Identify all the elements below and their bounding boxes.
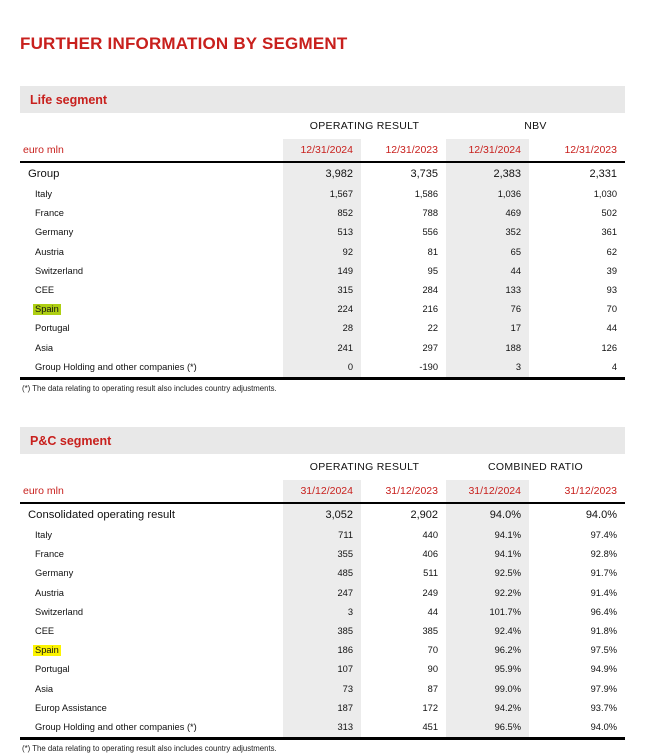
cell-value: 99.0% <box>446 680 529 699</box>
life-segment-bar <box>20 86 625 113</box>
cell-value: 96.2% <box>446 641 529 660</box>
cell-value: 81 <box>427 246 438 257</box>
cell-value: 3,735 <box>410 168 438 180</box>
table-row <box>20 622 625 641</box>
date-header: 31/12/2024 <box>446 480 529 503</box>
table-row <box>20 243 625 262</box>
cell-value: 70 <box>606 304 617 315</box>
cell-value: 469 <box>446 204 529 223</box>
cell-value: 92.5% <box>446 564 529 583</box>
table-row <box>20 300 625 319</box>
life-date-header-row <box>20 139 625 162</box>
table-row <box>20 641 625 660</box>
pnc-date-header-row <box>20 480 625 503</box>
row-label: Italy <box>35 189 53 199</box>
life-table <box>20 113 625 380</box>
row-label: Austria <box>35 246 64 257</box>
life-segment-heading: Life segment <box>30 92 108 107</box>
cell-value: 22 <box>427 323 438 334</box>
table-row <box>20 281 625 300</box>
cell-value: 1,036 <box>446 185 529 204</box>
cell-value: 94.1% <box>446 526 529 545</box>
table-row <box>20 185 625 204</box>
row-label: Spain <box>35 645 59 656</box>
row-label: France <box>35 549 64 560</box>
table-row <box>20 262 625 281</box>
cell-value: 91.4% <box>590 587 618 598</box>
pnc-country-rows <box>20 526 625 739</box>
cell-value: 94.2% <box>446 699 529 718</box>
cell-value: 93.7% <box>590 702 618 713</box>
row-label: Asia <box>35 683 54 694</box>
row-label: Austria <box>35 587 64 598</box>
cell-value: 90 <box>427 664 438 675</box>
table-row <box>20 223 625 242</box>
date-header: 31/12/2024 <box>283 480 361 503</box>
cell-value: 73 <box>283 680 361 699</box>
cell-value: 1,586 <box>414 189 438 199</box>
cell-value: 93 <box>606 285 617 296</box>
date-header: 12/31/2023 <box>529 139 625 162</box>
cell-value: 852 <box>283 204 361 223</box>
row-label: Europ Assistance <box>35 702 107 713</box>
cell-value: 3,982 <box>283 162 361 185</box>
cell-value: 406 <box>422 549 438 560</box>
cell-value: 62 <box>606 246 617 257</box>
table-row <box>20 545 625 564</box>
cell-value: 97.4% <box>590 530 618 541</box>
row-label: France <box>35 208 64 219</box>
table-row <box>20 699 625 718</box>
cell-value: 65 <box>446 243 529 262</box>
cell-value: 513 <box>283 223 361 242</box>
unit-label: euro mln <box>20 139 283 162</box>
row-label: Group Holding and other companies (*) <box>35 722 197 733</box>
cell-value: 485 <box>283 564 361 583</box>
cell-value: 17 <box>446 319 529 338</box>
row-label: Italy <box>35 530 53 541</box>
pnc-footnote: (*) The data relating to operating result also includes country adjustments. <box>22 744 277 753</box>
cell-value: 355 <box>283 545 361 564</box>
cell-value: 188 <box>446 339 529 358</box>
row-label: Germany <box>35 568 74 579</box>
row-label: Group <box>28 168 60 180</box>
cell-value: 94.0% <box>590 722 618 733</box>
cell-value: 95.9% <box>446 660 529 679</box>
table-row <box>20 358 625 379</box>
cell-value: 241 <box>283 339 361 358</box>
unit-label: euro mln <box>20 480 283 503</box>
life-total-row <box>20 162 625 185</box>
cell-value: 186 <box>283 641 361 660</box>
row-label: CEE <box>35 285 55 296</box>
spacer-cell <box>20 454 283 480</box>
cell-value: 96.4% <box>590 606 618 617</box>
cell-value: 39 <box>606 265 617 276</box>
cell-value: 2,902 <box>410 509 438 522</box>
cell-value: 315 <box>283 281 361 300</box>
cell-value: 133 <box>446 281 529 300</box>
cell-value: 3 <box>446 358 529 379</box>
cell-value: 0 <box>283 358 361 379</box>
cell-value: 172 <box>422 702 438 713</box>
cell-value: 3,052 <box>283 503 361 526</box>
cell-value: 3 <box>283 603 361 622</box>
row-label: Asia <box>35 342 54 353</box>
cell-value: 107 <box>283 660 361 679</box>
cell-value: 28 <box>283 319 361 338</box>
row-label: Switzerland <box>35 265 84 276</box>
cell-value: 2,383 <box>446 162 529 185</box>
cell-value: 2,331 <box>589 168 617 180</box>
cell-value: 92.2% <box>446 584 529 603</box>
row-label: Switzerland <box>35 606 84 617</box>
table-row <box>20 339 625 358</box>
table-row <box>20 526 625 545</box>
cell-value: 94.0% <box>585 509 618 522</box>
cell-value: 788 <box>422 208 438 219</box>
row-label: Portugal <box>35 323 70 334</box>
cell-value: 313 <box>283 718 361 739</box>
table-row <box>20 319 625 338</box>
pnc-total-row <box>20 503 625 526</box>
cell-value: 440 <box>422 530 438 541</box>
cell-value: 556 <box>422 227 438 238</box>
cell-value: 385 <box>422 626 438 637</box>
cell-value: 92.8% <box>590 549 618 560</box>
row-label: Consolidated operating result <box>28 509 175 522</box>
cell-value: 44 <box>446 262 529 281</box>
date-header: 31/12/2023 <box>529 480 625 503</box>
cell-value: -190 <box>419 361 438 372</box>
life-column-group-header-row <box>20 113 625 139</box>
cell-value: 1,030 <box>593 189 617 199</box>
table-row <box>20 564 625 583</box>
cell-value: 224 <box>283 300 361 319</box>
cell-value: 94.9% <box>590 664 618 675</box>
cell-value: 216 <box>422 304 438 315</box>
cell-value: 96.5% <box>446 718 529 739</box>
cell-value: 187 <box>283 699 361 718</box>
cell-value: 361 <box>601 227 617 238</box>
cell-value: 70 <box>427 645 438 656</box>
cell-value: 247 <box>283 584 361 603</box>
cell-value: 1,567 <box>283 185 361 204</box>
table-row <box>20 204 625 223</box>
life-country-rows <box>20 185 625 379</box>
cell-value: 92 <box>283 243 361 262</box>
cell-value: 95 <box>427 265 438 276</box>
cell-value: 97.5% <box>590 645 618 656</box>
cell-value: 92.4% <box>446 622 529 641</box>
table-row <box>20 660 625 679</box>
cell-value: 44 <box>606 323 617 334</box>
pnc-column-group-header-row <box>20 454 625 480</box>
table-row <box>20 680 625 699</box>
cell-value: 101.7% <box>446 603 529 622</box>
row-label: Group Holding and other companies (*) <box>35 361 197 372</box>
cell-value: 451 <box>422 722 438 733</box>
table-row <box>20 603 625 622</box>
cell-value: 126 <box>601 342 617 353</box>
date-header: 12/31/2024 <box>283 139 361 162</box>
cell-value: 352 <box>446 223 529 242</box>
cell-value: 249 <box>422 587 438 598</box>
cell-value: 44 <box>427 606 438 617</box>
row-label: Spain <box>35 304 59 315</box>
row-label: CEE <box>35 626 55 637</box>
pnc-segment-bar <box>20 427 625 454</box>
row-label: Portugal <box>35 664 70 675</box>
cell-value: 385 <box>283 622 361 641</box>
pnc-segment-section <box>20 427 625 753</box>
table-row <box>20 584 625 603</box>
cell-value: 511 <box>423 568 438 579</box>
cell-value: 502 <box>601 208 617 219</box>
row-label: Germany <box>35 227 74 238</box>
pnc-group-header-combined-ratio: COMBINED RATIO <box>488 461 584 474</box>
pnc-segment-heading: P&C segment <box>30 433 112 448</box>
cell-value: 149 <box>283 262 361 281</box>
date-header: 12/31/2024 <box>446 139 529 162</box>
cell-value: 76 <box>446 300 529 319</box>
life-footnote: (*) The data relating to operating result also includes country adjustments. <box>22 384 277 394</box>
life-group-header-nbv: NBV <box>524 120 547 132</box>
cell-value: 97.9% <box>590 683 618 694</box>
cell-value: 94.0% <box>446 503 529 526</box>
table-row <box>20 718 625 739</box>
life-segment-section <box>20 86 625 393</box>
cell-value: 4 <box>611 361 617 372</box>
spacer-cell <box>20 113 283 139</box>
pnc-group-header-operating-result: OPERATING RESULT <box>309 461 420 474</box>
cell-value: 94.1% <box>446 545 529 564</box>
cell-value: 297 <box>422 342 438 353</box>
life-group-header-operating-result: OPERATING RESULT <box>309 120 420 132</box>
page-title: FURTHER INFORMATION BY SEGMENT <box>20 34 348 53</box>
date-header: 12/31/2023 <box>361 139 446 162</box>
cell-value: 91.7% <box>590 568 618 579</box>
pnc-table <box>20 454 625 740</box>
cell-value: 91.8% <box>590 626 618 637</box>
date-header: 31/12/2023 <box>361 480 446 503</box>
cell-value: 711 <box>283 526 361 545</box>
cell-value: 87 <box>427 683 438 694</box>
cell-value: 284 <box>422 285 438 296</box>
